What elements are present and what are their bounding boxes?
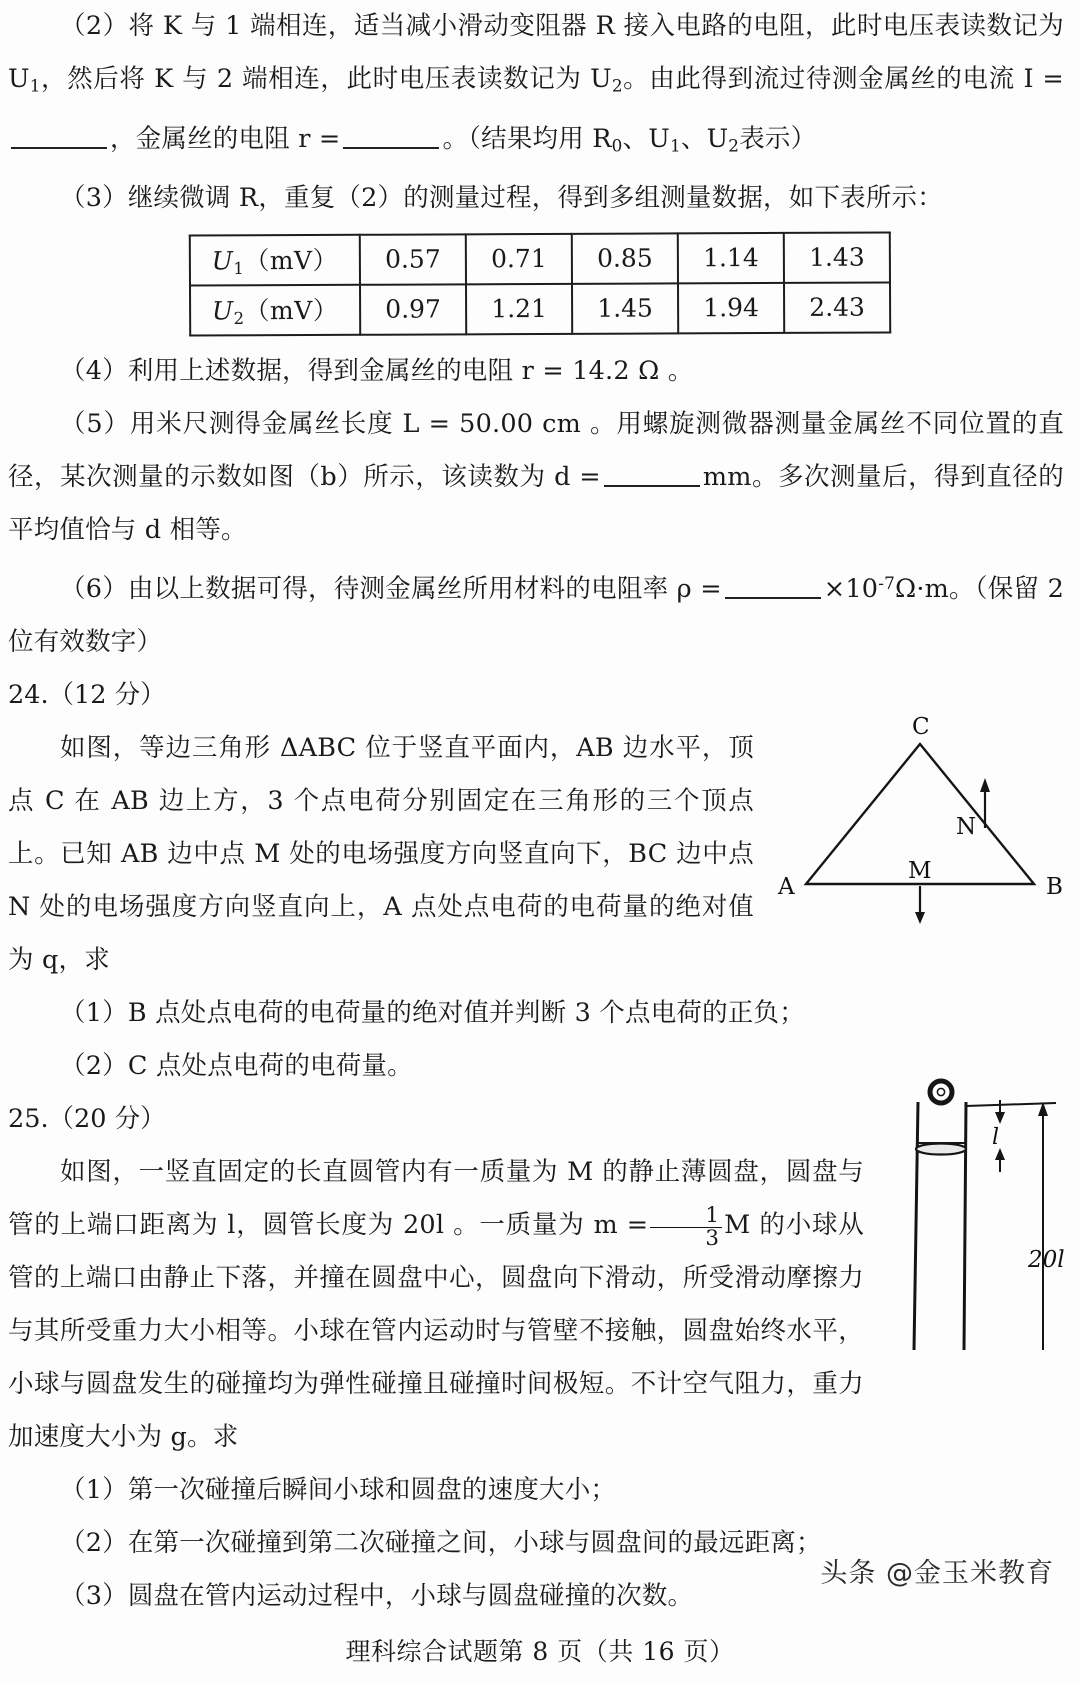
q23-sub-u1b: 1 xyxy=(669,135,681,156)
cell-u2-4: 1.94 xyxy=(678,283,784,333)
q25-sub3: （3）圆盘在管内运动过程中，小球与圆盘碰撞的次数。 xyxy=(60,1581,694,1612)
table-row xyxy=(190,283,890,336)
row-label-u2: $U_2(mV)$ xyxy=(190,285,360,336)
q24-body: 如图，等边三角形 ΔABC 位于竖直平面内，AB 边水平，顶点 C 在 AB 边上方，3 个点电荷分别固定在三角形的三个顶点上。已知 AB 边中点 M 处的电场强度方向竖直向下，BC 边中点 N 处的电场强度方向竖直向上，A 点处点电荷的电荷量的绝对值为 q，求 xyxy=(8,733,754,976)
label-b: B xyxy=(1046,874,1063,900)
small-ball-center xyxy=(937,1088,944,1095)
q23-step2-text-c: 。由此得到流过待测金属丝的电流 I = xyxy=(622,64,1065,94)
q23-step2-sub-u2: 2 xyxy=(611,75,623,96)
cell-u2-3: 1.45 xyxy=(572,284,678,334)
label-m: M xyxy=(908,858,932,884)
n-field-arrow-head-up xyxy=(980,778,990,792)
q23-step2-text-f: 、U xyxy=(622,123,670,154)
cell-u1-3: 0.85 xyxy=(572,234,678,284)
q23-step6-text-a: （6）由以上数据可得，待测金属丝所用材料的电阻率 ρ = xyxy=(60,574,722,605)
q25-body-text-a: 如图，一竖直固定的长直圆管内有一质量为 M 的静止薄圆盘，圆盘与管的上端口距离为 l，圆管长度为 20l 。一质量为 m = xyxy=(8,1157,864,1241)
q23-sub-r0: 0 xyxy=(611,135,623,156)
m-field-arrow-head-down xyxy=(915,912,925,924)
q23-step6-exponent: -7 xyxy=(878,573,895,594)
q24-text-column xyxy=(0,722,770,987)
q23-step2-text-a: （2）将 K 与 1 端相连，适当减小滑动变阻器 R 接入电路的电阻，此时电压表读数记为 U xyxy=(8,11,1064,94)
q25-text-column xyxy=(0,1146,880,1464)
mass-fraction xyxy=(650,1202,722,1251)
dim-label-l: l xyxy=(992,1125,1000,1150)
table-row xyxy=(190,233,890,286)
q23-sub-u2b: 2 xyxy=(728,135,740,156)
q23-step2-text-b: ，然后将 K 与 2 端相连，此时电压表读数记为 U xyxy=(40,64,612,94)
q23-step6-paragraph xyxy=(0,557,1080,669)
q23-step2-paragraph xyxy=(0,0,1080,172)
q25-number: 25.（20 分） xyxy=(8,1104,166,1135)
tube-diagram-svg xyxy=(880,1062,1076,1352)
page-footer: 理科综合试题第 8 页（共 16 页） xyxy=(345,1637,735,1666)
cell-u2-2: 1.21 xyxy=(466,284,572,334)
tube-right-wall xyxy=(964,1102,966,1350)
q23-step5-text-b: mm。多次测量后，得到直径的平均值恰与 d 相等。 xyxy=(8,462,1064,546)
cell-u1-1: 0.57 xyxy=(360,235,466,285)
measurement-table-wrapper xyxy=(0,233,1080,335)
label-a: A xyxy=(778,874,795,900)
watermark: 头条 @金玉米教育 xyxy=(820,1558,1054,1589)
q23-step6-text-c: 。（保留 2 位有效数字） xyxy=(8,574,1064,658)
q23-answer-blank-resistance[interactable] xyxy=(343,120,439,149)
dim-l-arrow-down xyxy=(995,1112,1005,1124)
q23-step2-sub-u1: 1 xyxy=(29,75,41,96)
tube-left-wall xyxy=(914,1102,918,1350)
q25-figure xyxy=(880,1062,1076,1352)
q23-step2-text-h: 表示） xyxy=(739,123,817,154)
q23-answer-blank-diameter[interactable] xyxy=(604,459,700,488)
q24-sub2: （2）C 点处点电荷的电荷量。 xyxy=(60,1051,413,1082)
q25-body-text-b: M 的小球从管的上端口由静止下落，并撞在圆盘中心，圆盘向下滑动，所受滑动摩擦力与其所受重力大小相等。小球在管内运动时与管壁不接触，圆盘始终水平，小球与圆盘发生的碰撞均为弹性碰撞且碰撞时间极短。不计空气阻力，重力加速度大小为 g。求 xyxy=(8,1210,864,1453)
q25-sub2: （2）在第一次碰撞到第二次碰撞之间，小球与圆盘间的最远距离； xyxy=(60,1528,822,1559)
cell-u1-5: 1.43 xyxy=(784,233,890,283)
triangle-diagram-svg xyxy=(770,716,1070,928)
fraction-numerator: 1 xyxy=(650,1205,722,1228)
label-c: C xyxy=(912,716,930,740)
q23-answer-blank-current[interactable] xyxy=(11,120,107,149)
thin-disk xyxy=(916,1144,966,1155)
measurement-table xyxy=(189,232,891,337)
q24-number: 24.（12 分） xyxy=(8,680,166,711)
cell-u1-2: 0.71 xyxy=(466,234,572,284)
q23-step3-paragraph: （3）继续微调 R，重复（2）的测量过程，得到多组测量数据，如下表所示： xyxy=(60,183,943,214)
row-label-u1: $U_1(mV)$ xyxy=(190,235,360,286)
dim-label-20l: 20l xyxy=(1028,1247,1065,1273)
q24-sub1: （1）B 点处点电荷的电荷量的绝对值并判断 3 个点电荷的正负； xyxy=(60,998,805,1029)
q23-step2-text-e: 。（结果均用 R xyxy=(442,123,612,154)
cell-u1-4: 1.14 xyxy=(678,233,784,283)
fraction-denominator: 3 xyxy=(705,1225,720,1251)
q23-step2-text-d: ，金属丝的电阻 r = xyxy=(110,123,341,154)
cell-u2-5: 2.43 xyxy=(784,283,890,333)
q23-answer-blank-resistivity[interactable] xyxy=(725,571,821,600)
q23-step6-unit: Ω·m xyxy=(894,574,950,605)
cell-u2-1: 0.97 xyxy=(360,285,466,335)
label-n: N xyxy=(956,814,977,840)
q24-figure xyxy=(770,716,1070,928)
q23-step5-paragraph xyxy=(0,398,1080,557)
q23-step6-text-b: ×10 xyxy=(823,574,879,605)
q25-sub1: （1）第一次碰撞后瞬间小球和圆盘的速度大小； xyxy=(60,1475,617,1506)
q23-step4-paragraph: （4）利用上述数据，得到金属丝的电阻 r = 14.2 Ω 。 xyxy=(60,356,694,387)
q25-body xyxy=(0,1146,880,1464)
q23-step2-text-g: 、U xyxy=(680,123,729,154)
q23-step5-text-a: （5）用米尺测得金属丝长度 L = 50.00 cm 。用螺旋测微器测量金属丝不同位置的直径，某次测量的示数如图（b）所示，该读数为 d = xyxy=(8,409,1064,493)
